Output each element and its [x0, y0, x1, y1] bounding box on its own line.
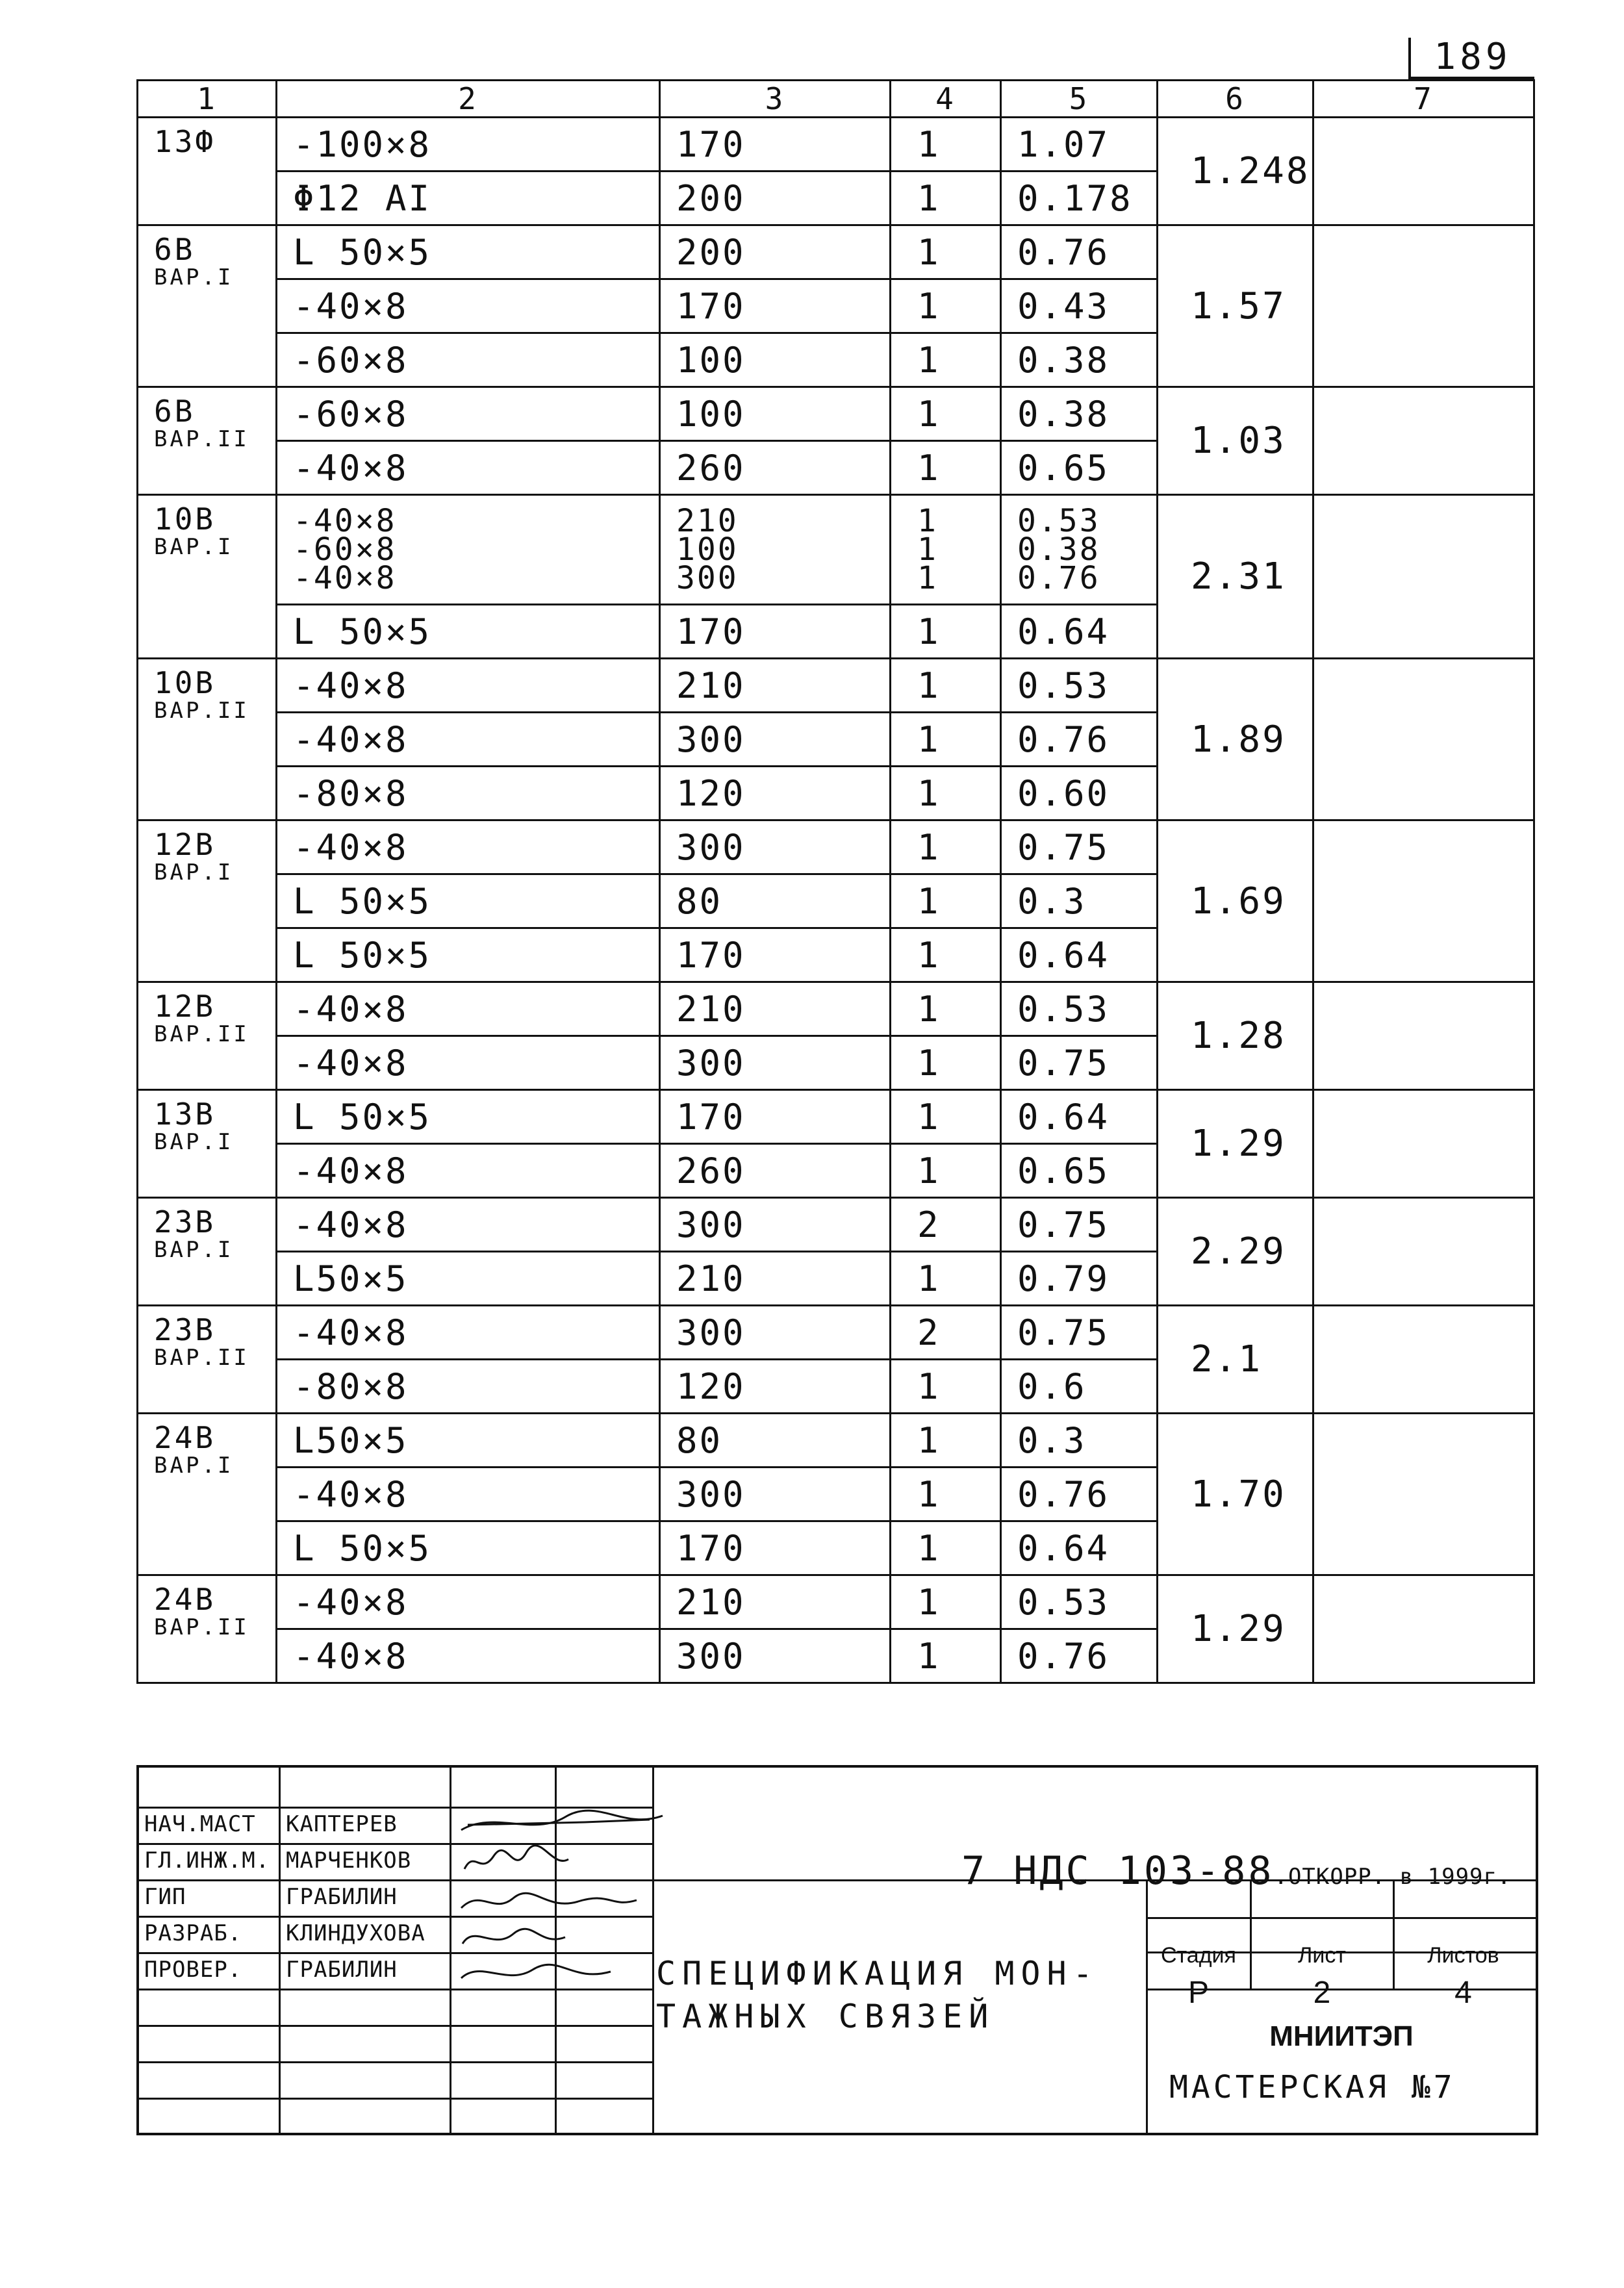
- table-row: [138, 118, 1534, 172]
- quantity-cell: 1: [891, 820, 1001, 874]
- element-mark-code: 23В: [154, 1204, 216, 1239]
- weight-cell: 0.64: [1001, 1090, 1158, 1144]
- weight-cell: 0.64: [1001, 605, 1158, 659]
- length-cell: 210: [660, 659, 891, 713]
- weight-cell: 0.3: [1001, 1414, 1158, 1468]
- length-cell: 300: [660, 820, 891, 874]
- quantity-cell: 1: [891, 1090, 1001, 1144]
- quantity-cell: 1: [891, 1414, 1001, 1468]
- quantity-cell: 1: [891, 767, 1001, 820]
- weight-cell: 0.75: [1001, 1198, 1158, 1252]
- profile-cell: L 50×5: [277, 225, 660, 279]
- total-weight: 1.57: [1158, 225, 1313, 387]
- length-cell: 300: [660, 1468, 891, 1521]
- element-mark-code: 24В: [154, 1582, 216, 1617]
- quantity-cell-line: 1: [917, 531, 938, 568]
- element-mark-code: 24В: [154, 1420, 216, 1455]
- total-weight: 1.89: [1158, 659, 1313, 820]
- document-code-main: 7 НДС 103-88: [961, 1848, 1275, 1894]
- quantity-cell: 1: [891, 333, 1001, 387]
- weight-cell: 0.53: [1001, 982, 1158, 1036]
- profile-cell: -40×8: [277, 1036, 660, 1090]
- column-number: 1: [138, 81, 277, 118]
- quantity-cell: 1: [891, 982, 1001, 1036]
- element-mark-variant: ВАР.I: [154, 1237, 234, 1263]
- weight-cell: 1.07: [1001, 118, 1158, 172]
- quantity-cell: 1: [891, 605, 1001, 659]
- weight-cell: 0.6: [1001, 1360, 1158, 1414]
- profile-cell: -40×8: [277, 820, 660, 874]
- total-weight: 1.28: [1158, 982, 1313, 1090]
- note-cell: [1313, 820, 1534, 982]
- profile-cell: L50×5: [277, 1252, 660, 1306]
- element-mark: [138, 659, 277, 820]
- note-cell: [1313, 387, 1534, 495]
- weight-cell: 0.178: [1001, 172, 1158, 225]
- element-mark-code: 10В: [154, 665, 216, 700]
- quantity-cell: 1: [891, 1252, 1001, 1306]
- weight-cell: 0.79: [1001, 1252, 1158, 1306]
- weight-cell: 0.76: [1001, 1629, 1158, 1683]
- stamp-name: МАРЧЕНКОВ: [286, 1848, 412, 1874]
- length-cell: 210: [660, 1252, 891, 1306]
- table-row: [138, 1575, 1534, 1629]
- length-cell: 100: [660, 387, 891, 441]
- quantity-cell: 2: [891, 1306, 1001, 1360]
- profile-cell: Φ12 AI: [277, 172, 660, 225]
- length-cell: 300: [660, 1629, 891, 1683]
- length-cell: 170: [660, 118, 891, 172]
- length-cell: 200: [660, 172, 891, 225]
- profile-cell: -40×8: [277, 1144, 660, 1198]
- table-row: [138, 1414, 1534, 1468]
- weight-cell-line: 0.76: [1017, 560, 1100, 596]
- length-cell-line: 210: [676, 503, 739, 539]
- note-cell: [1313, 1306, 1534, 1414]
- quantity-cell: 1: [891, 1036, 1001, 1090]
- note-cell: [1313, 1575, 1534, 1683]
- stage-label: Стадия: [1161, 1943, 1236, 1968]
- length-cell: 170: [660, 279, 891, 333]
- weight-cell: [1001, 495, 1158, 605]
- element-mark-variant: ВАР.I: [154, 264, 234, 290]
- weight-cell: 0.75: [1001, 820, 1158, 874]
- total-weight: 1.29: [1158, 1575, 1313, 1683]
- profile-cell: -40×8: [277, 1575, 660, 1629]
- column-number: 4: [891, 81, 1001, 118]
- length-cell: 300: [660, 1036, 891, 1090]
- element-mark-variant: ВАР.II: [154, 1614, 249, 1640]
- weight-cell: 0.65: [1001, 441, 1158, 495]
- length-cell: [660, 495, 891, 605]
- quantity-cell: 1: [891, 874, 1001, 928]
- column-numbers-row: [138, 81, 1534, 118]
- total-weight: 1.29: [1158, 1090, 1313, 1198]
- element-mark-variant: ВАР.I: [154, 534, 234, 560]
- specification-table: [136, 79, 1535, 1684]
- document-title: [656, 1952, 1150, 2038]
- quantity-cell-line: 1: [917, 503, 938, 539]
- element-mark: [138, 982, 277, 1090]
- note-cell: [1313, 495, 1534, 659]
- length-cell: 200: [660, 225, 891, 279]
- specification-table-body: [138, 81, 1534, 1683]
- profile-cell: -80×8: [277, 767, 660, 820]
- weight-cell: 0.76: [1001, 1468, 1158, 1521]
- length-cell: 210: [660, 1575, 891, 1629]
- element-mark-code: 12В: [154, 827, 216, 862]
- profile-cell: -40×8: [277, 441, 660, 495]
- profile-cell: -80×8: [277, 1360, 660, 1414]
- weight-cell: 0.76: [1001, 225, 1158, 279]
- column-number: 5: [1001, 81, 1158, 118]
- element-mark: [138, 118, 277, 225]
- note-cell: [1313, 1198, 1534, 1306]
- quantity-cell: 1: [891, 928, 1001, 982]
- length-cell: 300: [660, 713, 891, 767]
- sheet-label: Лист: [1298, 1943, 1346, 1968]
- weight-cell-line: 0.53: [1017, 503, 1100, 539]
- length-cell: 80: [660, 1414, 891, 1468]
- profile-cell: L 50×5: [277, 874, 660, 928]
- total-weight: 1.69: [1158, 820, 1313, 982]
- length-cell: 120: [660, 767, 891, 820]
- document-code-note: .ОТКОРР. в 1999г.: [1274, 1864, 1512, 1890]
- profile-cell: -40×8: [277, 982, 660, 1036]
- length-cell: 300: [660, 1198, 891, 1252]
- element-mark-variant: ВАР.I: [154, 859, 234, 885]
- weight-cell: 0.65: [1001, 1144, 1158, 1198]
- sheet-value: 2: [1313, 1976, 1331, 2010]
- length-cell: 100: [660, 333, 891, 387]
- profile-cell-line: -40×8: [293, 503, 397, 539]
- quantity-cell: 1: [891, 1521, 1001, 1575]
- length-cell: 170: [660, 928, 891, 982]
- column-number: 6: [1158, 81, 1313, 118]
- profile-cell: L 50×5: [277, 605, 660, 659]
- note-cell: [1313, 1090, 1534, 1198]
- profile-cell: -40×8: [277, 1198, 660, 1252]
- stamp-role: ГЛ.ИНЖ.М.: [144, 1848, 270, 1874]
- quantity-cell-line: 1: [917, 560, 938, 596]
- profile-cell: -40×8: [277, 1629, 660, 1683]
- document-title-line: ТАЖНЫХ СВЯЗЕЙ: [656, 1998, 995, 2035]
- length-cell: 260: [660, 441, 891, 495]
- element-mark-code: 23В: [154, 1312, 216, 1347]
- table-row: [138, 659, 1534, 713]
- weight-cell: 0.43: [1001, 279, 1158, 333]
- element-mark: [138, 1306, 277, 1414]
- table-row: [138, 1306, 1534, 1360]
- element-mark-variant: ВАР.I: [154, 1453, 234, 1479]
- element-mark: [138, 1198, 277, 1306]
- stamp-role: ГИП: [144, 1884, 186, 1910]
- element-mark-code: 13В: [154, 1097, 216, 1132]
- table-row: [138, 982, 1534, 1036]
- length-cell: 120: [660, 1360, 891, 1414]
- length-cell-line: 100: [676, 531, 739, 568]
- stamp-role: ПРОВЕР.: [144, 1957, 242, 1983]
- total-weight: 2.29: [1158, 1198, 1313, 1306]
- profile-cell: -40×8: [277, 713, 660, 767]
- quantity-cell: 1: [891, 118, 1001, 172]
- weight-cell: 0.38: [1001, 333, 1158, 387]
- length-cell: 170: [660, 1521, 891, 1575]
- profile-cell: -40×8: [277, 279, 660, 333]
- quantity-cell: 1: [891, 1629, 1001, 1683]
- table-row: [138, 225, 1534, 279]
- document-code: [961, 1848, 1511, 1894]
- element-mark: [138, 1414, 277, 1575]
- document-title-line: СПЕЦИФИКАЦИЯ МОН-: [656, 1955, 1099, 1992]
- length-cell: 210: [660, 982, 891, 1036]
- note-cell: [1313, 118, 1534, 225]
- element-mark-code: 6В: [154, 232, 196, 267]
- stamp-name: КЛИНДУХОВА: [286, 1920, 425, 1946]
- quantity-cell: 1: [891, 279, 1001, 333]
- profile-cell-line: -60×8: [293, 531, 397, 568]
- table-row: [138, 820, 1534, 874]
- weight-cell: 0.60: [1001, 767, 1158, 820]
- quantity-cell: 1: [891, 172, 1001, 225]
- weight-cell: 0.38: [1001, 387, 1158, 441]
- sheet-number: 189: [1408, 38, 1534, 79]
- quantity-cell: 1: [891, 225, 1001, 279]
- total-weight: 2.1: [1158, 1306, 1313, 1414]
- element-mark: [138, 820, 277, 982]
- profile-cell: -40×8: [277, 1468, 660, 1521]
- workshop-name: МАСТЕРСКАЯ №7: [1169, 2069, 1456, 2105]
- total-weight: 1.70: [1158, 1414, 1313, 1575]
- element-mark: [138, 495, 277, 659]
- stage-value: Р: [1187, 1976, 1209, 2010]
- length-cell: 170: [660, 605, 891, 659]
- sheets-value: 4: [1454, 1976, 1472, 2010]
- element-mark-code: 13Ф: [154, 124, 216, 159]
- quantity-cell: 1: [891, 659, 1001, 713]
- note-cell: [1313, 982, 1534, 1090]
- total-weight: 2.31: [1158, 495, 1313, 659]
- profile-cell-line: -40×8: [293, 560, 397, 596]
- element-mark: [138, 1090, 277, 1198]
- table-row: [138, 1090, 1534, 1144]
- weight-cell-line: 0.38: [1017, 531, 1100, 568]
- weight-cell: 0.75: [1001, 1036, 1158, 1090]
- quantity-cell: 1: [891, 387, 1001, 441]
- column-number: 7: [1313, 81, 1534, 118]
- element-mark-code: 6В: [154, 394, 196, 429]
- weight-cell: 0.53: [1001, 659, 1158, 713]
- element-mark: [138, 387, 277, 495]
- weight-cell: 0.53: [1001, 1575, 1158, 1629]
- stamp-name: ГРАБИЛИН: [286, 1884, 398, 1910]
- element-mark: [138, 225, 277, 387]
- element-mark-variant: ВАР.II: [154, 698, 249, 724]
- stamp-name: ГРАБИЛИН: [286, 1957, 398, 1983]
- length-cell: 80: [660, 874, 891, 928]
- quantity-cell: 1: [891, 1144, 1001, 1198]
- profile-cell: L 50×5: [277, 1521, 660, 1575]
- stamp-name: КАПТЕРЕВ: [286, 1811, 398, 1837]
- organization-name: МНИИТЭП: [1269, 2020, 1414, 2052]
- weight-cell: 0.3: [1001, 874, 1158, 928]
- quantity-cell: 1: [891, 1468, 1001, 1521]
- quantity-cell: 2: [891, 1198, 1001, 1252]
- table-row: [138, 495, 1534, 605]
- note-cell: [1313, 1414, 1534, 1575]
- profile-cell: L50×5: [277, 1414, 660, 1468]
- quantity-cell: 1: [891, 1575, 1001, 1629]
- length-cell: 170: [660, 1090, 891, 1144]
- total-weight: 1.248: [1158, 118, 1313, 225]
- stamp-role: РАЗРАБ.: [144, 1920, 242, 1946]
- element-mark-code: 12В: [154, 989, 216, 1024]
- quantity-cell: 1: [891, 713, 1001, 767]
- column-number: 2: [277, 81, 660, 118]
- length-cell: 260: [660, 1144, 891, 1198]
- profile-cell: -60×8: [277, 333, 660, 387]
- note-cell: [1313, 225, 1534, 387]
- weight-cell: 0.75: [1001, 1306, 1158, 1360]
- column-number: 3: [660, 81, 891, 118]
- element-mark-code: 10В: [154, 502, 216, 537]
- profile-cell: -100×8: [277, 118, 660, 172]
- profile-cell: -60×8: [277, 387, 660, 441]
- profile-cell: -40×8: [277, 659, 660, 713]
- table-row: [138, 387, 1534, 441]
- profile-cell: [277, 495, 660, 605]
- length-cell: 300: [660, 1306, 891, 1360]
- stamp-role: НАЧ.МАСТ: [144, 1811, 256, 1837]
- profile-cell: L 50×5: [277, 1090, 660, 1144]
- profile-cell: -40×8: [277, 1306, 660, 1360]
- total-weight: 1.03: [1158, 387, 1313, 495]
- element-mark-variant: ВАР.II: [154, 1345, 249, 1371]
- element-mark: [138, 1575, 277, 1683]
- quantity-cell: [891, 495, 1001, 605]
- weight-cell: 0.64: [1001, 928, 1158, 982]
- element-mark-variant: ВАР.II: [154, 1021, 249, 1047]
- length-cell-line: 300: [676, 560, 739, 596]
- element-mark-variant: ВАР.II: [154, 426, 249, 452]
- element-mark-variant: ВАР.I: [154, 1129, 234, 1155]
- weight-cell: 0.76: [1001, 713, 1158, 767]
- sheets-label: Листов: [1427, 1943, 1499, 1968]
- quantity-cell: 1: [891, 1360, 1001, 1414]
- weight-cell: 0.64: [1001, 1521, 1158, 1575]
- table-row: [138, 1198, 1534, 1252]
- quantity-cell: 1: [891, 441, 1001, 495]
- profile-cell: L 50×5: [277, 928, 660, 982]
- note-cell: [1313, 659, 1534, 820]
